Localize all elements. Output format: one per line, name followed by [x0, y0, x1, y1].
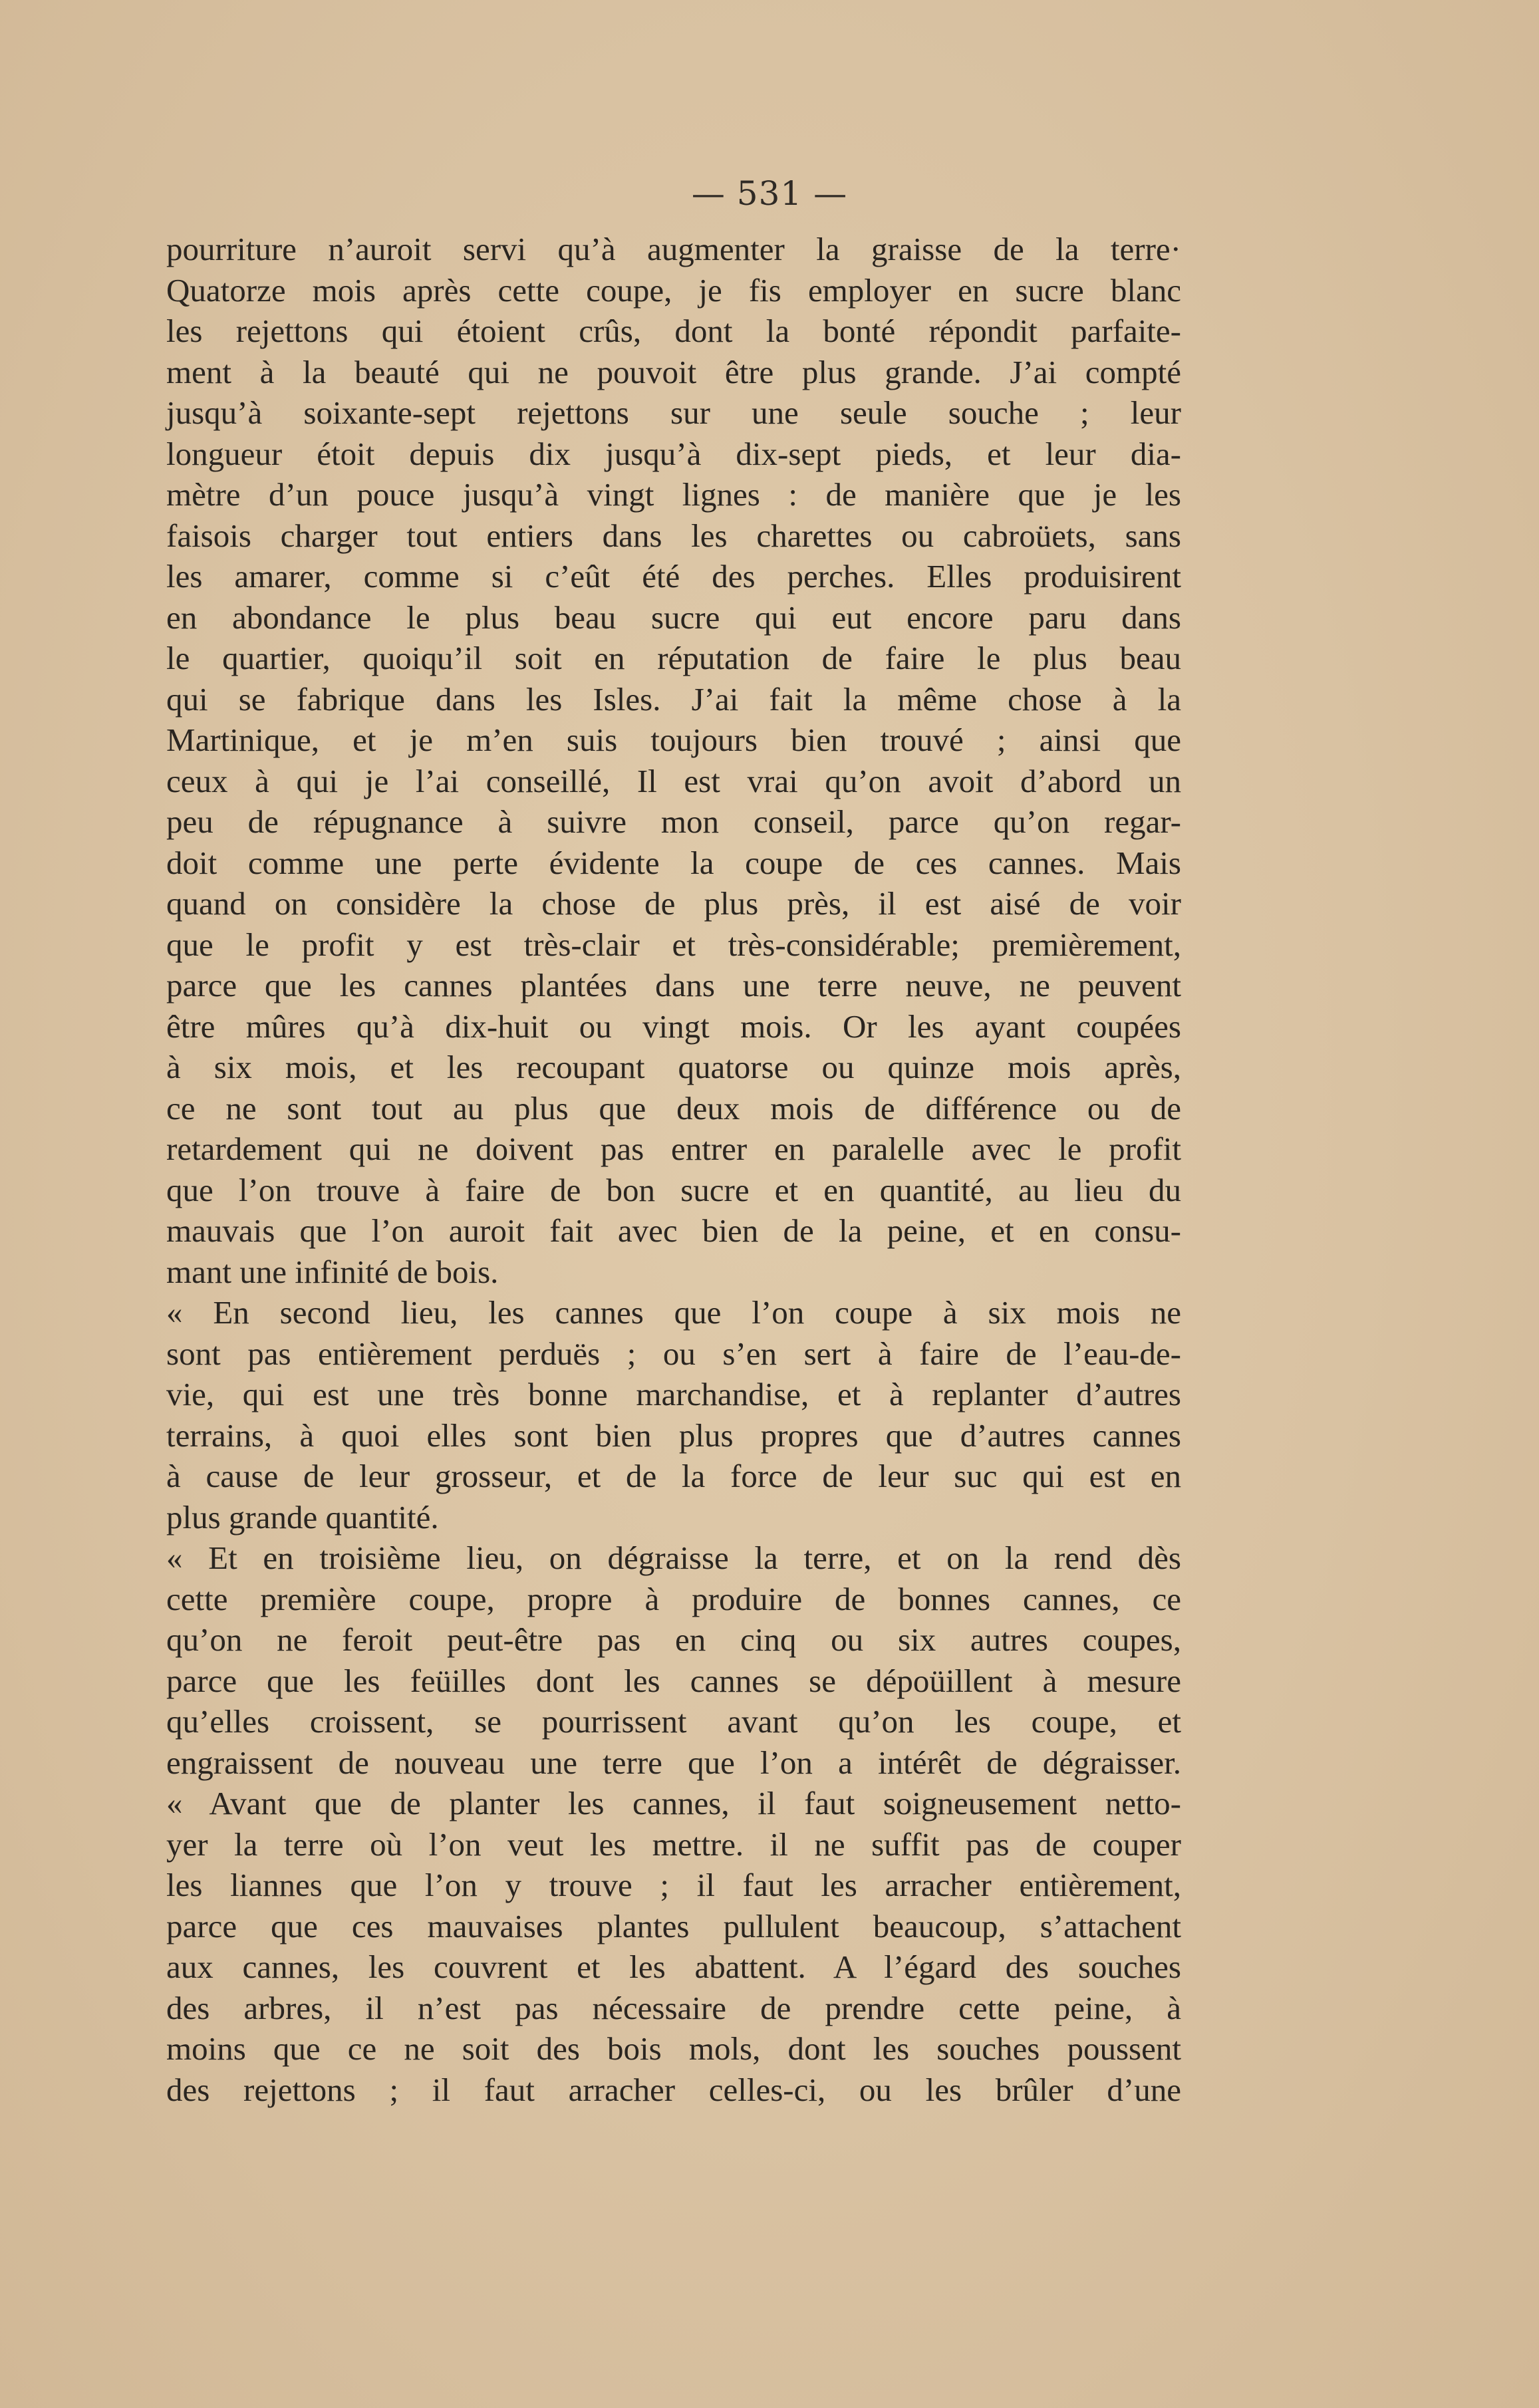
- text-line: que l’on trouve à faire de bon sucre et en quantité, au lieu du: [166, 1171, 1181, 1208]
- text-line: plus grande quantité.: [166, 1498, 439, 1536]
- text-line: être mûres qu’à dix-huit ou vingt mois. Or les ayant coupées: [166, 1007, 1181, 1045]
- text-line: jusqu’à soixante-sept rejettons sur une seule souche ; leur: [166, 394, 1181, 431]
- text-line: « En second lieu, les cannes que l’on coupe à six mois ne: [166, 1294, 1181, 1331]
- text-line: les liannes que l’on y trouve ; il faut les arracher entièrement,: [166, 1867, 1181, 1903]
- text-line: à six mois, et les recoupant quatorse ou quinze mois après,: [166, 1049, 1181, 1085]
- text-line: « Avant que de planter les cannes, il faut soigneusement netto-: [166, 1785, 1181, 1821]
- text-line: doit comme une perte évidente la coupe de ces cannes. Mais: [166, 844, 1181, 881]
- text-line: yer la terre où l’on veut les mettre. il ne suffit pas de couper: [166, 1825, 1181, 1863]
- text-line: les amarer, comme si c’eût été des perches. Elles produisirent: [166, 558, 1181, 595]
- text-line: engraissent de nouveau une terre que l’on a intérêt de dégraisser.: [166, 1744, 1181, 1781]
- text-line: Quatorze mois après cette coupe, je fis employer en sucre blanc: [166, 271, 1181, 309]
- text-line: pourriture n’auroit servi qu’à augmenter la graisse de la terre·: [166, 231, 1181, 267]
- text-line: que le profit y est très-clair et très-considérable; premièrement,: [166, 926, 1181, 963]
- text-line: moins que ce ne soit des bois mols, dont les souches poussent: [166, 2030, 1181, 2067]
- text-line: mauvais que l’on auroit fait avec bien de la peine, et en consu-: [166, 1212, 1181, 1249]
- text-line: faisois charger tout entiers dans les charettes ou cabroüets, sans: [166, 517, 1181, 554]
- text-line: vie, qui est une très bonne marchandise, et à replanter d’autres: [166, 1376, 1181, 1412]
- text-line: cette première coupe, propre à produire de bonnes cannes, ce: [166, 1580, 1181, 1617]
- text-line: ce ne sont tout au plus que deux mois de différence ou de: [166, 1089, 1181, 1127]
- page-number: — 531 —: [691, 174, 848, 213]
- text-line: en abondance le plus beau sucre qui eut encore paru dans: [166, 599, 1181, 636]
- text-line: qu’on ne feroit peut-être pas en cinq ou six autres coupes,: [166, 1621, 1181, 1658]
- text-line: parce que les cannes plantées dans une terre neuve, ne peuvent: [166, 967, 1181, 1003]
- text-line: « Et en troisième lieu, on dégraisse la terre, et on la rend dès: [166, 1539, 1181, 1576]
- text-line: mant une infinité de bois.: [166, 1253, 499, 1290]
- text-line: sont pas entièrement perduës ; ou s’en sert à faire de l’eau-de-: [166, 1335, 1181, 1372]
- text-line: parce que ces mauvaises plantes pullulent beaucoup, s’attachent: [166, 1907, 1181, 1944]
- text-line: le quartier, quoiqu’il soit en réputation de faire le plus beau: [166, 640, 1181, 676]
- text-line: ment à la beauté qui ne pouvoit être plus grande. J’ai compté: [166, 353, 1181, 390]
- text-line: longueur étoit depuis dix jusqu’à dix-sept pieds, et leur dia-: [166, 435, 1181, 472]
- text-line: mètre d’un pouce jusqu’à vingt lignes : de manière que je les: [166, 476, 1181, 513]
- text-line: quand on considère la chose de plus près, il est aisé de voir: [166, 885, 1181, 922]
- text-line: terrains, à quoi elles sont bien plus propres que d’autres cannes: [166, 1416, 1181, 1454]
- text-line: des arbres, il n’est pas nécessaire de prendre cette peine, à: [166, 1989, 1181, 2026]
- text-line: Martinique, et je m’en suis toujours bien trouvé ; ainsi que: [166, 722, 1181, 758]
- body-text: [166, 229, 1181, 2110]
- text-line: qu’elles croissent, se pourrissent avant qu’on les coupe, et: [166, 1703, 1181, 1740]
- text-line: aux cannes, les couvrent et les abattent. A l’égard des souches: [166, 1948, 1181, 1985]
- text-line: à cause de leur grosseur, et de la force de leur suc qui est en: [166, 1458, 1181, 1494]
- text-line: des rejettons ; il faut arracher celles-ci, ou les brûler d’une: [166, 2071, 1181, 2108]
- text-line: peu de répugnance à suivre mon conseil, parce qu’on regar-: [166, 803, 1181, 840]
- text-line: ceux à qui je l’ai conseillé, Il est vrai qu’on avoit d’abord un: [166, 762, 1181, 799]
- text-line: qui se fabrique dans les Isles. J’ai fait la même chose à la: [166, 680, 1181, 718]
- text-line: parce que les feüilles dont les cannes se dépoüillent à mesure: [166, 1662, 1181, 1699]
- text-line: retardement qui ne doivent pas entrer en paralelle avec le profit: [166, 1131, 1181, 1167]
- text-line: les rejettons qui étoient crûs, dont la bonté répondit parfaite-: [166, 313, 1181, 349]
